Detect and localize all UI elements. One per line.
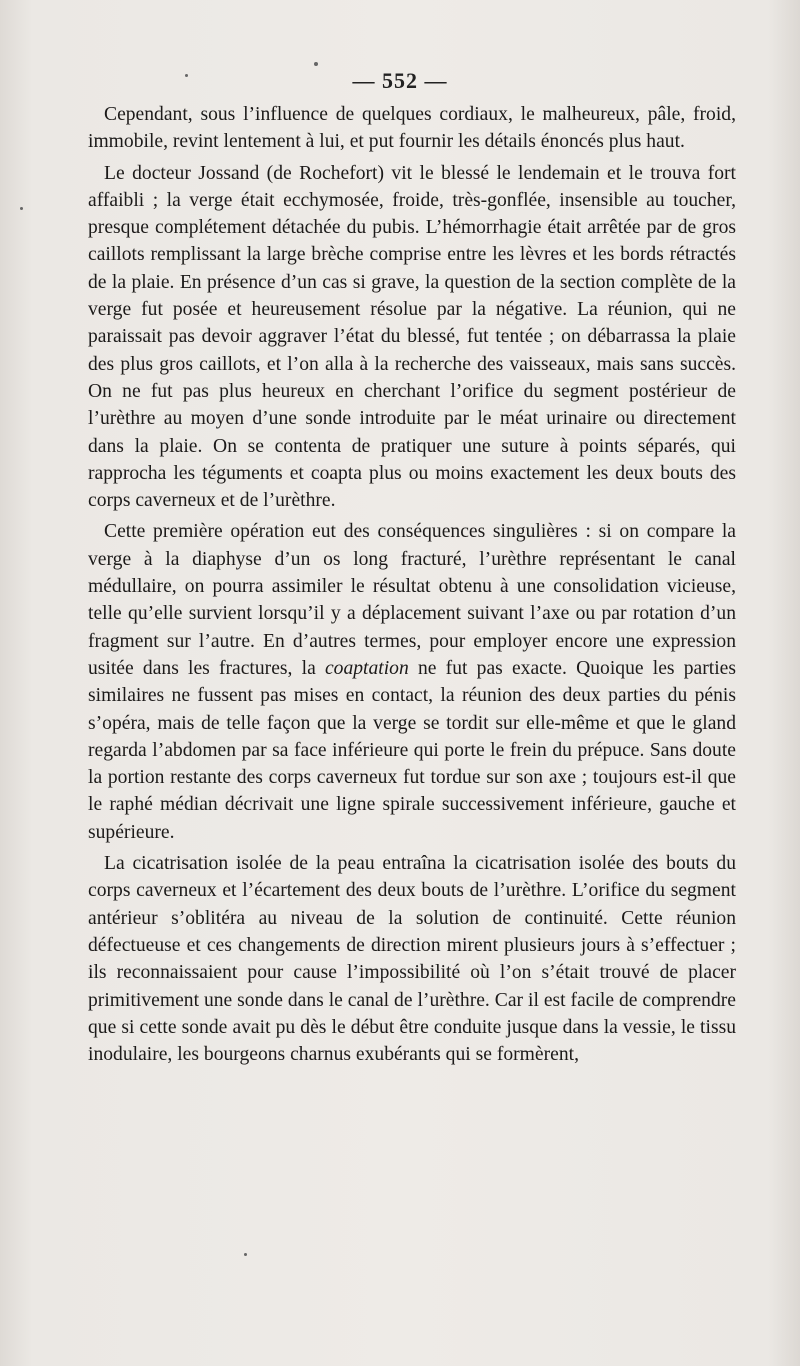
paragraph-3-text-before: Cette première opération eut des conséquences singulières : si on compare la verge à la diaphyse d’un os long fracturé, l’urèthre représentant le canal médullaire, on pourra assimiler le résultat obtenu à une consolidation vicieuse, telle qu’elle survient lorsqu’il y a déplacement suivant l’axe ou par rotation d’un fragment sur l’autre. En d’autres termes, pour employer encore une expression usitée dans les fractures, la bbox=[88, 521, 736, 679]
page-number: — 552 — bbox=[352, 68, 448, 93]
scan-speck bbox=[185, 74, 188, 77]
paragraph-4: La cicatrisation isolée de la peau entraîna la cicatrisation isolée des bouts du corps caverneux et l’écartement des deux bouts de l’urèthre. L’orifice du segment antérieur s’oblitéra au niveau de la solution de continuité. Cette réunion défectueuse et ces changements de direction mirent plusieurs jours à s’effectuer ; ils reconnaissaient pour cause l’impossibilité où l’on s’était trouvé de placer primitivement une sonde dans le canal de l’urèthre. Car il est facile de comprendre que si cette sonde avait pu dès le début être conduite jusque dans la vessie, le tissu inodulaire, les bourgeons charnus exubérants qui se formèrent, bbox=[88, 853, 736, 1066]
paragraph-3-text-after: ne fut pas exacte. Quoique les parties similaires ne fussent pas mises en contact, la réunion des deux parties du pénis s’opéra, mais de telle façon que la verge se tordit sur elle-même et que le gland regarda l’abdomen par sa face inférieure qui porte le frein du prépuce. Sans doute la portion restante des corps caverneux fut tordue sur son axe ; toujours est-il que le raphé médian décrivait une ligne spirale successivement inférieure, gauche et supérieure. bbox=[88, 657, 736, 843]
scan-speck bbox=[20, 207, 23, 210]
paragraph-3-emphasis: coaptation bbox=[324, 657, 409, 679]
body-text bbox=[88, 101, 736, 1068]
paragraph-2: Le docteur Jossand (de Rochefort) vit le blessé le lendemain et le trouva fort affaibli ; la verge était ecchymosée, froide, très-gonflée, insensible au toucher, presque complétement détachée du pubis. L’hémorrhagie était arrêtée par de gros caillots remplissant la large brèche comprise entre les lèvres et les bords rétractés de la plaie. En présence d’un cas si grave, la question de la section complète de la verge fut posée et heureusement résolue par la négative. La réunion, qui ne paraissait pas devoir aggraver l’état du blessé, fut tentée ; on débarrassa la plaie des plus gros caillots, et l’on alla à la recherche des vaisseaux, mais sans succès. On ne fut pas plus heureux en cherchant l’orifice du segment postérieur de l’urèthre au moyen d’une sonde introduite par le méat urinaire ou directement dans la plaie. On se contenta de pratiquer une suture à points séparés, qui rapprocha les téguments et coapta plus ou moins exactement les deux bouts des corps caverneux et de l’urèthre. bbox=[88, 162, 736, 512]
paragraph-3 bbox=[88, 518, 736, 846]
paragraph-1: Cependant, sous l’influence de quelques cordiaux, le malheureux, pâle, froid, immobile, revint lentement à lui, et put fournir les détails énoncés plus haut. bbox=[88, 104, 736, 153]
scan-speck bbox=[314, 62, 318, 66]
scan-speck bbox=[244, 1253, 247, 1256]
